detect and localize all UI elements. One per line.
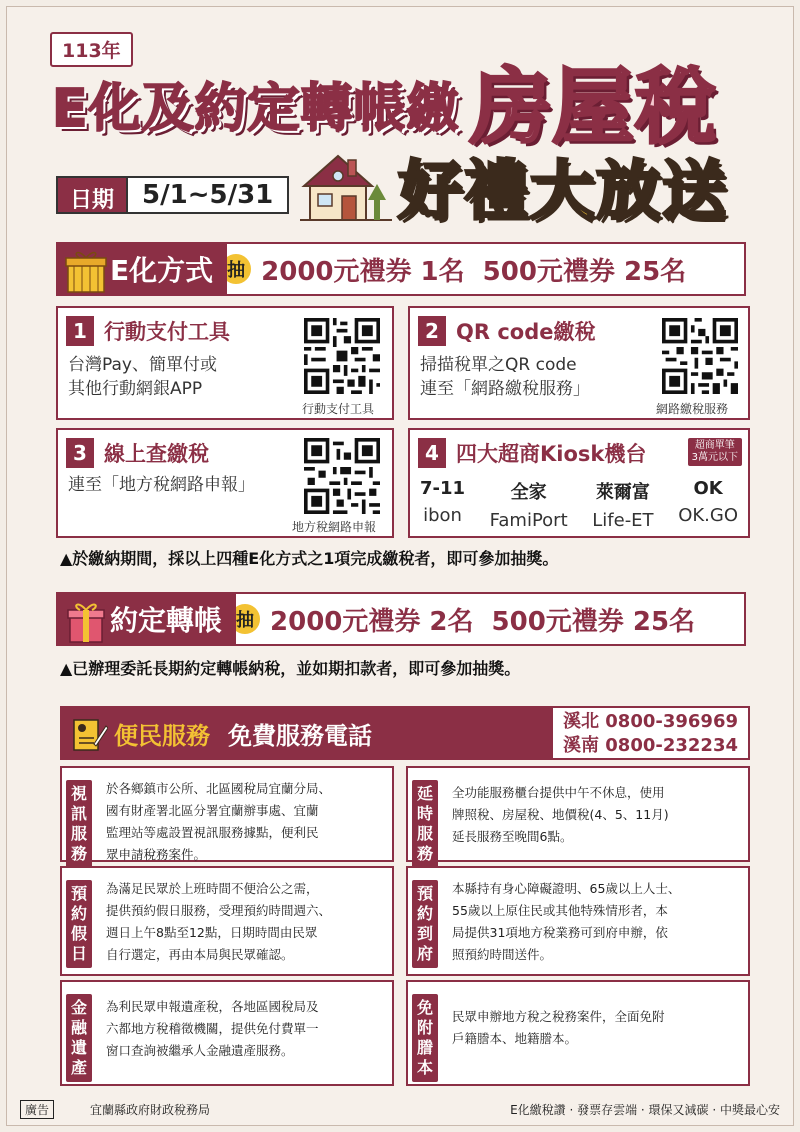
method-desc-1: 連至「地方稅網路申報」 bbox=[68, 475, 255, 495]
service-label: 預約假日 bbox=[66, 880, 92, 968]
service-card-no-transcript bbox=[406, 980, 750, 1086]
store-name: OK bbox=[693, 478, 723, 499]
title-house-tax: 房屋稅 bbox=[470, 60, 717, 155]
method-desc-2: 連至「網路繳稅服務」 bbox=[420, 379, 590, 399]
service-text bbox=[106, 878, 384, 966]
service-label: 視訊服務 bbox=[66, 780, 92, 868]
footer bbox=[20, 1098, 780, 1120]
service-line: 監理站等處設置視訊服務據點，便利民 bbox=[106, 825, 319, 840]
method-number: 1 bbox=[66, 316, 94, 346]
service-card-inheritance bbox=[60, 980, 394, 1086]
store-kiosk: FamiPort bbox=[489, 510, 568, 531]
method-desc-2: 其他行動網銀APP bbox=[68, 379, 203, 399]
store-list bbox=[420, 478, 738, 531]
service-text bbox=[452, 1006, 740, 1050]
service-card-holiday bbox=[60, 866, 394, 976]
service-line: 國有財產署北區分署宜蘭辦事處、宜蘭 bbox=[106, 803, 319, 818]
method-title: 行動支付工具 bbox=[104, 320, 230, 344]
date-label: 日期 bbox=[58, 178, 128, 212]
notice-e-methods: ▲於繳納期間，採以上四種E化方式之1項完成繳稅者，即可參加抽獎。 bbox=[60, 549, 559, 568]
store-kiosk: Life-ET bbox=[592, 510, 654, 531]
store-name: 萊爾富 bbox=[595, 482, 650, 503]
store-item bbox=[490, 478, 568, 531]
service-text bbox=[452, 878, 740, 966]
notice-transfer: ▲已辦理委託長期約定轉帳納稅，並如期扣款者，即可參加抽獎。 bbox=[60, 659, 521, 678]
service-text bbox=[106, 778, 384, 866]
transfer-label: 約定轉帳 bbox=[110, 604, 223, 637]
gift-icon bbox=[64, 596, 108, 644]
service-line: 為滿足民眾於上班時間不便洽公之需， bbox=[106, 881, 319, 896]
service-label: 金融遺產 bbox=[66, 994, 92, 1082]
store-name: 7-11 bbox=[420, 478, 466, 499]
method-title-row bbox=[418, 316, 595, 346]
method-title: QR code繳稅 bbox=[456, 320, 596, 344]
service-line: 全功能服務櫃台提供中午不休息，使用 bbox=[452, 785, 665, 800]
store-kiosk: OK.GO bbox=[678, 505, 738, 526]
method-card-3 bbox=[56, 428, 394, 538]
method-desc-1: 掃描稅單之QR code bbox=[420, 355, 577, 375]
service-phones bbox=[551, 706, 750, 760]
qr-code-icon[interactable] bbox=[662, 318, 738, 394]
method-title: 線上查繳稅 bbox=[104, 442, 209, 466]
service-title: 便民服務 bbox=[114, 721, 210, 750]
method-title-row bbox=[66, 438, 209, 468]
transfer-bar bbox=[56, 592, 746, 646]
qr-caption: 地方稅網路申報 bbox=[292, 520, 377, 534]
service-line: 照預約時間送件。 bbox=[452, 947, 553, 962]
method-title: 四大超商Kiosk機台 bbox=[456, 442, 647, 466]
service-line: 於各鄉鎮市公所、北區國稅局宜蘭分局、 bbox=[106, 781, 332, 796]
service-line: 本縣持有身心障礙證明、65歲以上人士、 bbox=[452, 881, 681, 896]
phone-south[interactable]: 溪南 0800-232234 bbox=[563, 735, 738, 756]
house-icon bbox=[296, 150, 396, 225]
service-text bbox=[452, 782, 740, 848]
method-desc-1: 台灣Pay、簡單付或 bbox=[68, 355, 217, 375]
service-label: 預約到府 bbox=[412, 880, 438, 968]
e-prize-1: 2000元禮券 1名 bbox=[261, 256, 465, 287]
footer-org: 宜蘭縣政府財政稅務局 bbox=[90, 1102, 211, 1117]
service-bar bbox=[60, 706, 750, 760]
method-title-row bbox=[418, 438, 646, 468]
service-line: 延長服務至晚間6點。 bbox=[452, 829, 573, 844]
method-card-2 bbox=[408, 306, 750, 420]
e-methods-label: E化方式 bbox=[110, 254, 214, 287]
method-number: 2 bbox=[418, 316, 446, 346]
e-prize-2: 500元禮券 25名 bbox=[482, 256, 687, 287]
footer-slogan: E化繳稅讚 · 發票存雲端 · 環保又減碳 · 中獎最心安 bbox=[510, 1102, 780, 1117]
phone-north[interactable]: 溪北 0800-396969 bbox=[563, 711, 738, 732]
service-text bbox=[106, 996, 384, 1062]
store-item bbox=[678, 478, 738, 531]
method-card-4 bbox=[408, 428, 750, 538]
limit-tag-line2: 3萬元以下 bbox=[691, 452, 738, 463]
method-number: 4 bbox=[418, 438, 446, 468]
limit-tag-line1: 超商單筆 bbox=[694, 440, 735, 451]
service-label: 延時服務 bbox=[412, 780, 438, 868]
qr-caption: 網路繳稅服務 bbox=[656, 402, 729, 416]
service-card-video bbox=[60, 766, 394, 862]
date-box bbox=[56, 176, 289, 214]
store-item bbox=[420, 478, 465, 531]
e-methods-bar bbox=[56, 242, 746, 296]
year-tag: 113年 bbox=[50, 32, 133, 67]
service-card-extended bbox=[406, 766, 750, 862]
service-line: 窗口查詢被繼承人金融遺產服務。 bbox=[106, 1043, 294, 1058]
service-subtitle: 免費服務電話 bbox=[228, 721, 372, 750]
service-line: 為利民眾申報遺產稅，各地區國稅局及 bbox=[106, 999, 319, 1014]
date-value: 5/1~5/31 bbox=[142, 180, 274, 210]
transfer-head bbox=[58, 594, 236, 644]
qr-caption: 行動支付工具 bbox=[302, 402, 375, 416]
service-line: 戶籍謄本、地籍謄本。 bbox=[452, 1031, 578, 1046]
method-card-1 bbox=[56, 306, 394, 420]
service-card-home bbox=[406, 866, 750, 976]
service-line: 六都地方稅稽徵機關，提供免付費單一 bbox=[106, 1021, 319, 1036]
draw-badge: 抽 bbox=[219, 252, 253, 286]
service-line: 週日上午8點至12點，日期時間由民眾 bbox=[106, 925, 318, 940]
store-name: 全家 bbox=[510, 482, 547, 503]
title-line1: E化及約定轉帳繳 bbox=[52, 79, 460, 139]
method-number: 3 bbox=[66, 438, 94, 468]
service-line: 局提供31項地方稅業務可到府申辦，依 bbox=[452, 925, 668, 940]
ad-tag: 廣告 bbox=[20, 1100, 54, 1119]
store-item bbox=[592, 478, 653, 531]
service-line: 自行選定，再由本局與民眾確認。 bbox=[106, 947, 294, 962]
limit-tag bbox=[688, 438, 742, 466]
e-methods-head bbox=[58, 244, 227, 294]
transfer-prize-1: 2000元禮券 2名 bbox=[270, 606, 474, 637]
gift-slogan: 好禮大放送 bbox=[398, 155, 728, 229]
store-kiosk: ibon bbox=[423, 505, 462, 526]
qr-code-icon[interactable] bbox=[304, 318, 380, 394]
service-line: 55歲以上原住民或其他特殊情形者，本 bbox=[452, 903, 668, 918]
service-line: 民眾申辦地方稅之稅務案件，全面免附 bbox=[452, 1009, 665, 1024]
service-line: 牌照稅、房屋稅、地價稅(4、5、11月) bbox=[452, 807, 669, 822]
gift-box-icon bbox=[64, 246, 108, 294]
qr-code-icon[interactable] bbox=[304, 438, 380, 514]
transfer-prize-2: 500元禮券 25名 bbox=[491, 606, 696, 637]
draw-badge: 抽 bbox=[228, 602, 262, 636]
service-line: 眾申請稅務案件。 bbox=[106, 847, 207, 862]
service-line: 提供預約假日服務，受理預約時間週六、 bbox=[106, 903, 332, 918]
service-label: 免附謄本 bbox=[412, 994, 438, 1082]
method-title-row bbox=[66, 316, 230, 346]
document-pen-icon bbox=[70, 714, 108, 752]
